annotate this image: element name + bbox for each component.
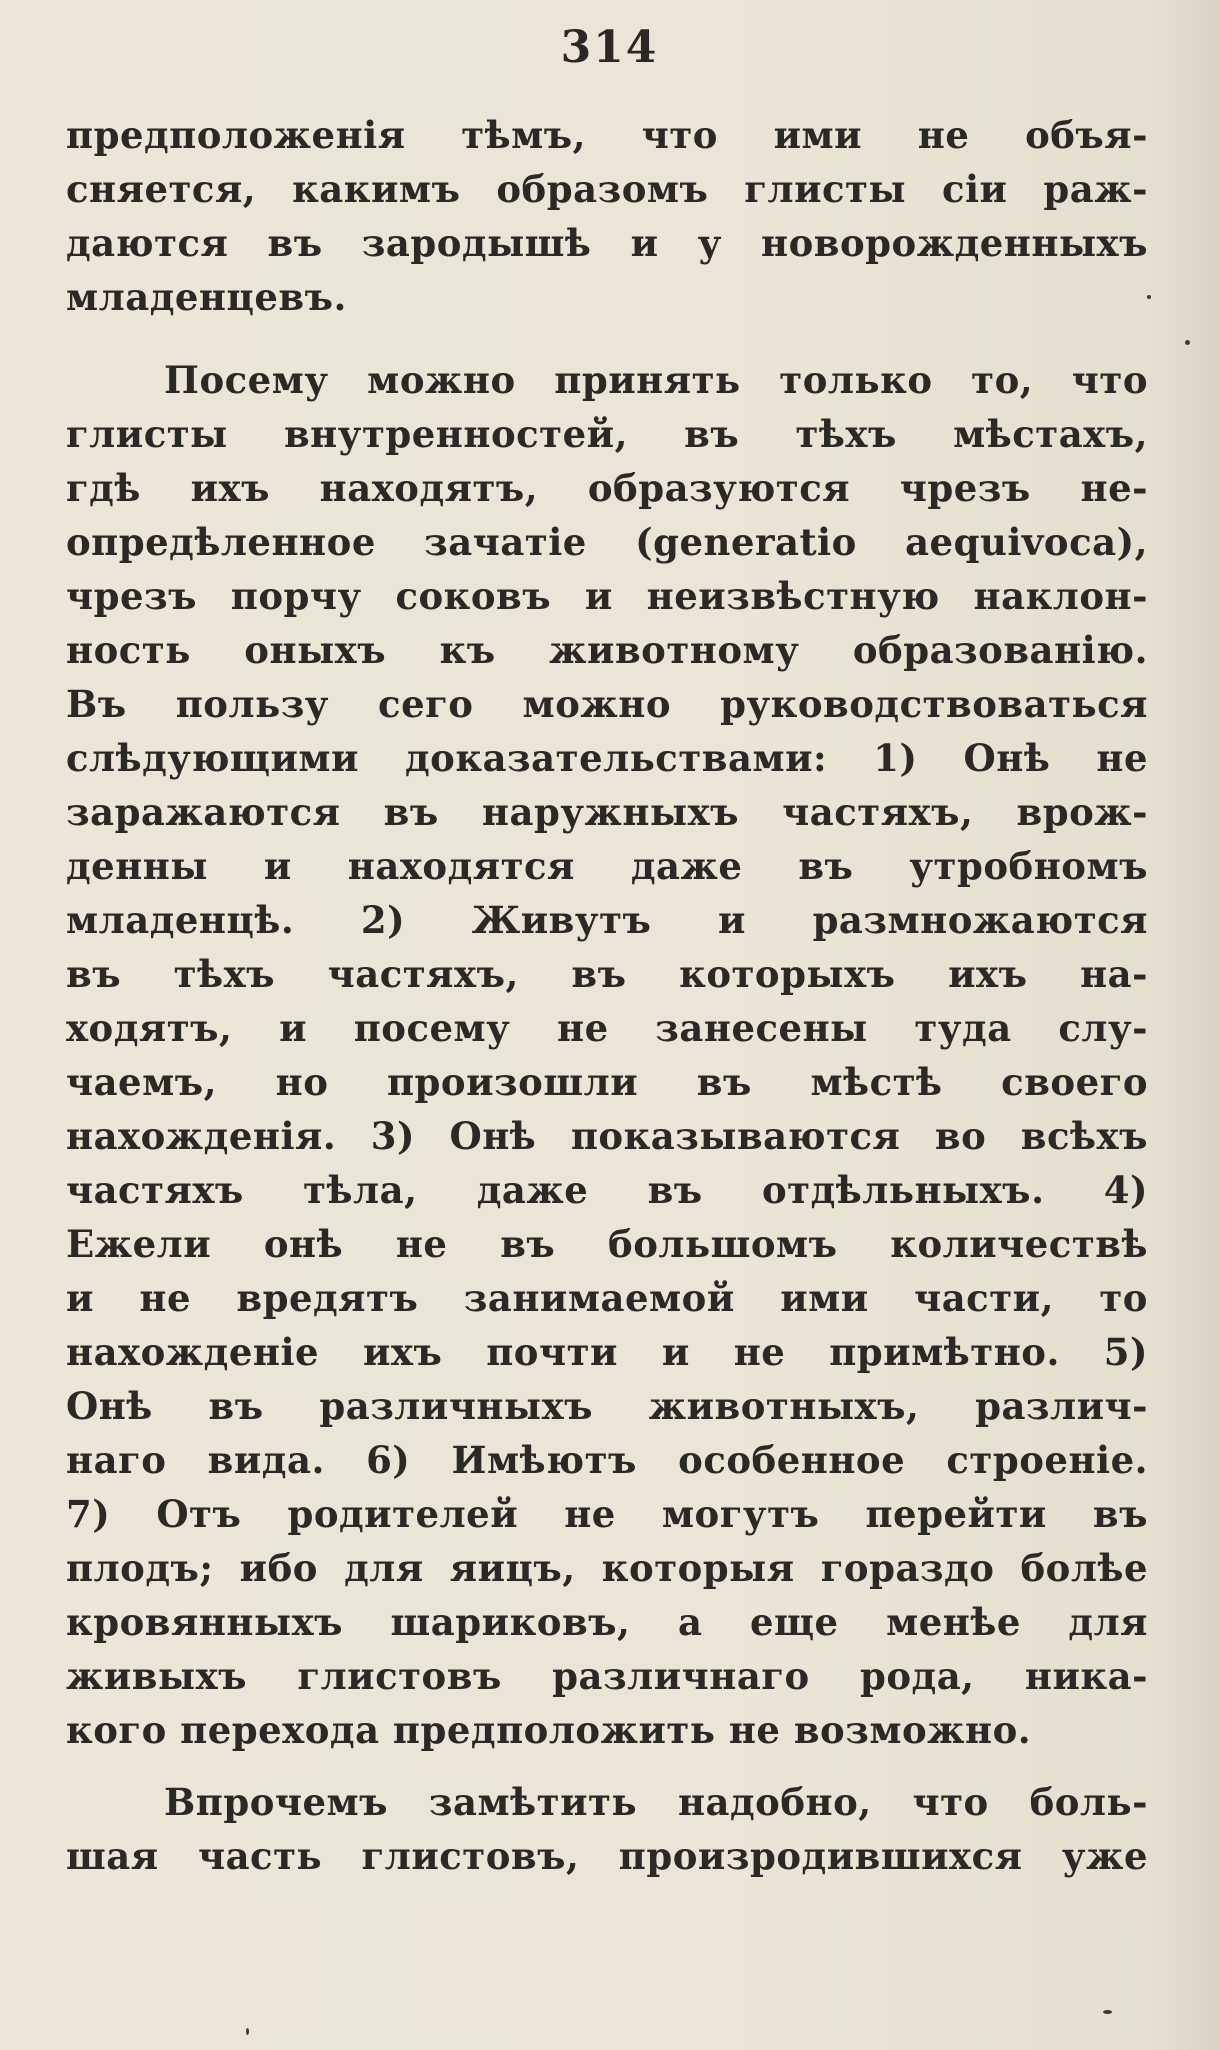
text-line: въ тѣхъ частяхъ, въ которыхъ ихъ на- xyxy=(66,952,1148,996)
text-line: гдѣ ихъ находятъ, образуются чрезъ не- xyxy=(66,466,1148,510)
text-line: опредѣленное зачатіе (generatio aequivoca), xyxy=(66,520,1148,564)
paragraph-1 xyxy=(66,108,1148,324)
paragraph-3 xyxy=(66,1775,1148,1883)
text-line: младенцѣ. 2) Живутъ и размножаются xyxy=(66,898,1148,942)
text-line: нахожденія. 3) Онѣ показываются во всѣхъ xyxy=(66,1114,1148,1158)
text-line: Онѣ въ различныхъ животныхъ, различ- xyxy=(66,1384,1148,1428)
text-line: Въ пользу сего можно руководствоваться xyxy=(66,682,1148,726)
text-line: младенцевъ. xyxy=(66,275,347,319)
text-line: предположенія тѣмъ, что ими не объя- xyxy=(66,113,1148,157)
text-line: шая часть глистовъ, произродившихся уже xyxy=(66,1834,1148,1878)
page-number: 314 xyxy=(560,22,659,73)
paragraph-2 xyxy=(66,353,1148,1757)
ink-speck xyxy=(1103,2010,1112,2014)
text-line: заражаются въ наружныхъ частяхъ, врож- xyxy=(66,790,1148,834)
ink-speck xyxy=(1185,340,1190,345)
text-line: 7) Отъ родителей не могутъ перейти въ xyxy=(66,1492,1148,1536)
text-line: плодъ; ибо для яицъ, которыя гораздо болѣе xyxy=(66,1546,1148,1590)
text-line: живыхъ глистовъ различнаго рода, никa- xyxy=(66,1654,1148,1698)
text-line: сняется, какимъ образомъ глисты сіи раж- xyxy=(66,167,1148,211)
text-line: частяхъ тѣла, даже въ отдѣльныхъ. 4) xyxy=(66,1168,1148,1212)
text-line: Ежели онѣ не въ большомъ количествѣ xyxy=(66,1222,1148,1266)
text-line: слѣдующими доказательствами: 1) Онѣ не xyxy=(66,736,1148,780)
text-line: даются въ зародышѣ и у новорожденныхъ xyxy=(66,221,1148,265)
text-line: кого перехода предположить не возможно. xyxy=(66,1708,1032,1752)
text-line: наго вида. 6) Имѣютъ особенное строеніе. xyxy=(66,1438,1148,1482)
ink-speck xyxy=(246,2028,249,2035)
text-line: глисты внутренностей, въ тѣхъ мѣстахъ, xyxy=(66,412,1148,456)
text-line: Впрочемъ замѣтить надобно, что боль- xyxy=(164,1780,1148,1824)
text-line: и не вредятъ занимаемой ими части, то xyxy=(66,1276,1148,1320)
text-line: ность оныхъ къ животному образованію. xyxy=(66,628,1148,672)
text-line: Посему можно принять только то, что xyxy=(164,358,1148,402)
text-line: ходятъ, и посему не занесены туда слу- xyxy=(66,1006,1148,1050)
text-line: кровянныхъ шариковъ, а еще менѣе для xyxy=(66,1600,1148,1644)
text-line: чрезъ порчу соковъ и неизвѣстную наклон- xyxy=(66,574,1148,618)
text-line: денны и находятся даже въ утробномъ xyxy=(66,844,1148,888)
ink-speck xyxy=(1147,295,1151,299)
text-line: чаемъ, но произошли въ мѣстѣ своего xyxy=(66,1060,1148,1104)
text-line: нахожденіе ихъ почти и не примѣтно. 5) xyxy=(66,1330,1148,1374)
